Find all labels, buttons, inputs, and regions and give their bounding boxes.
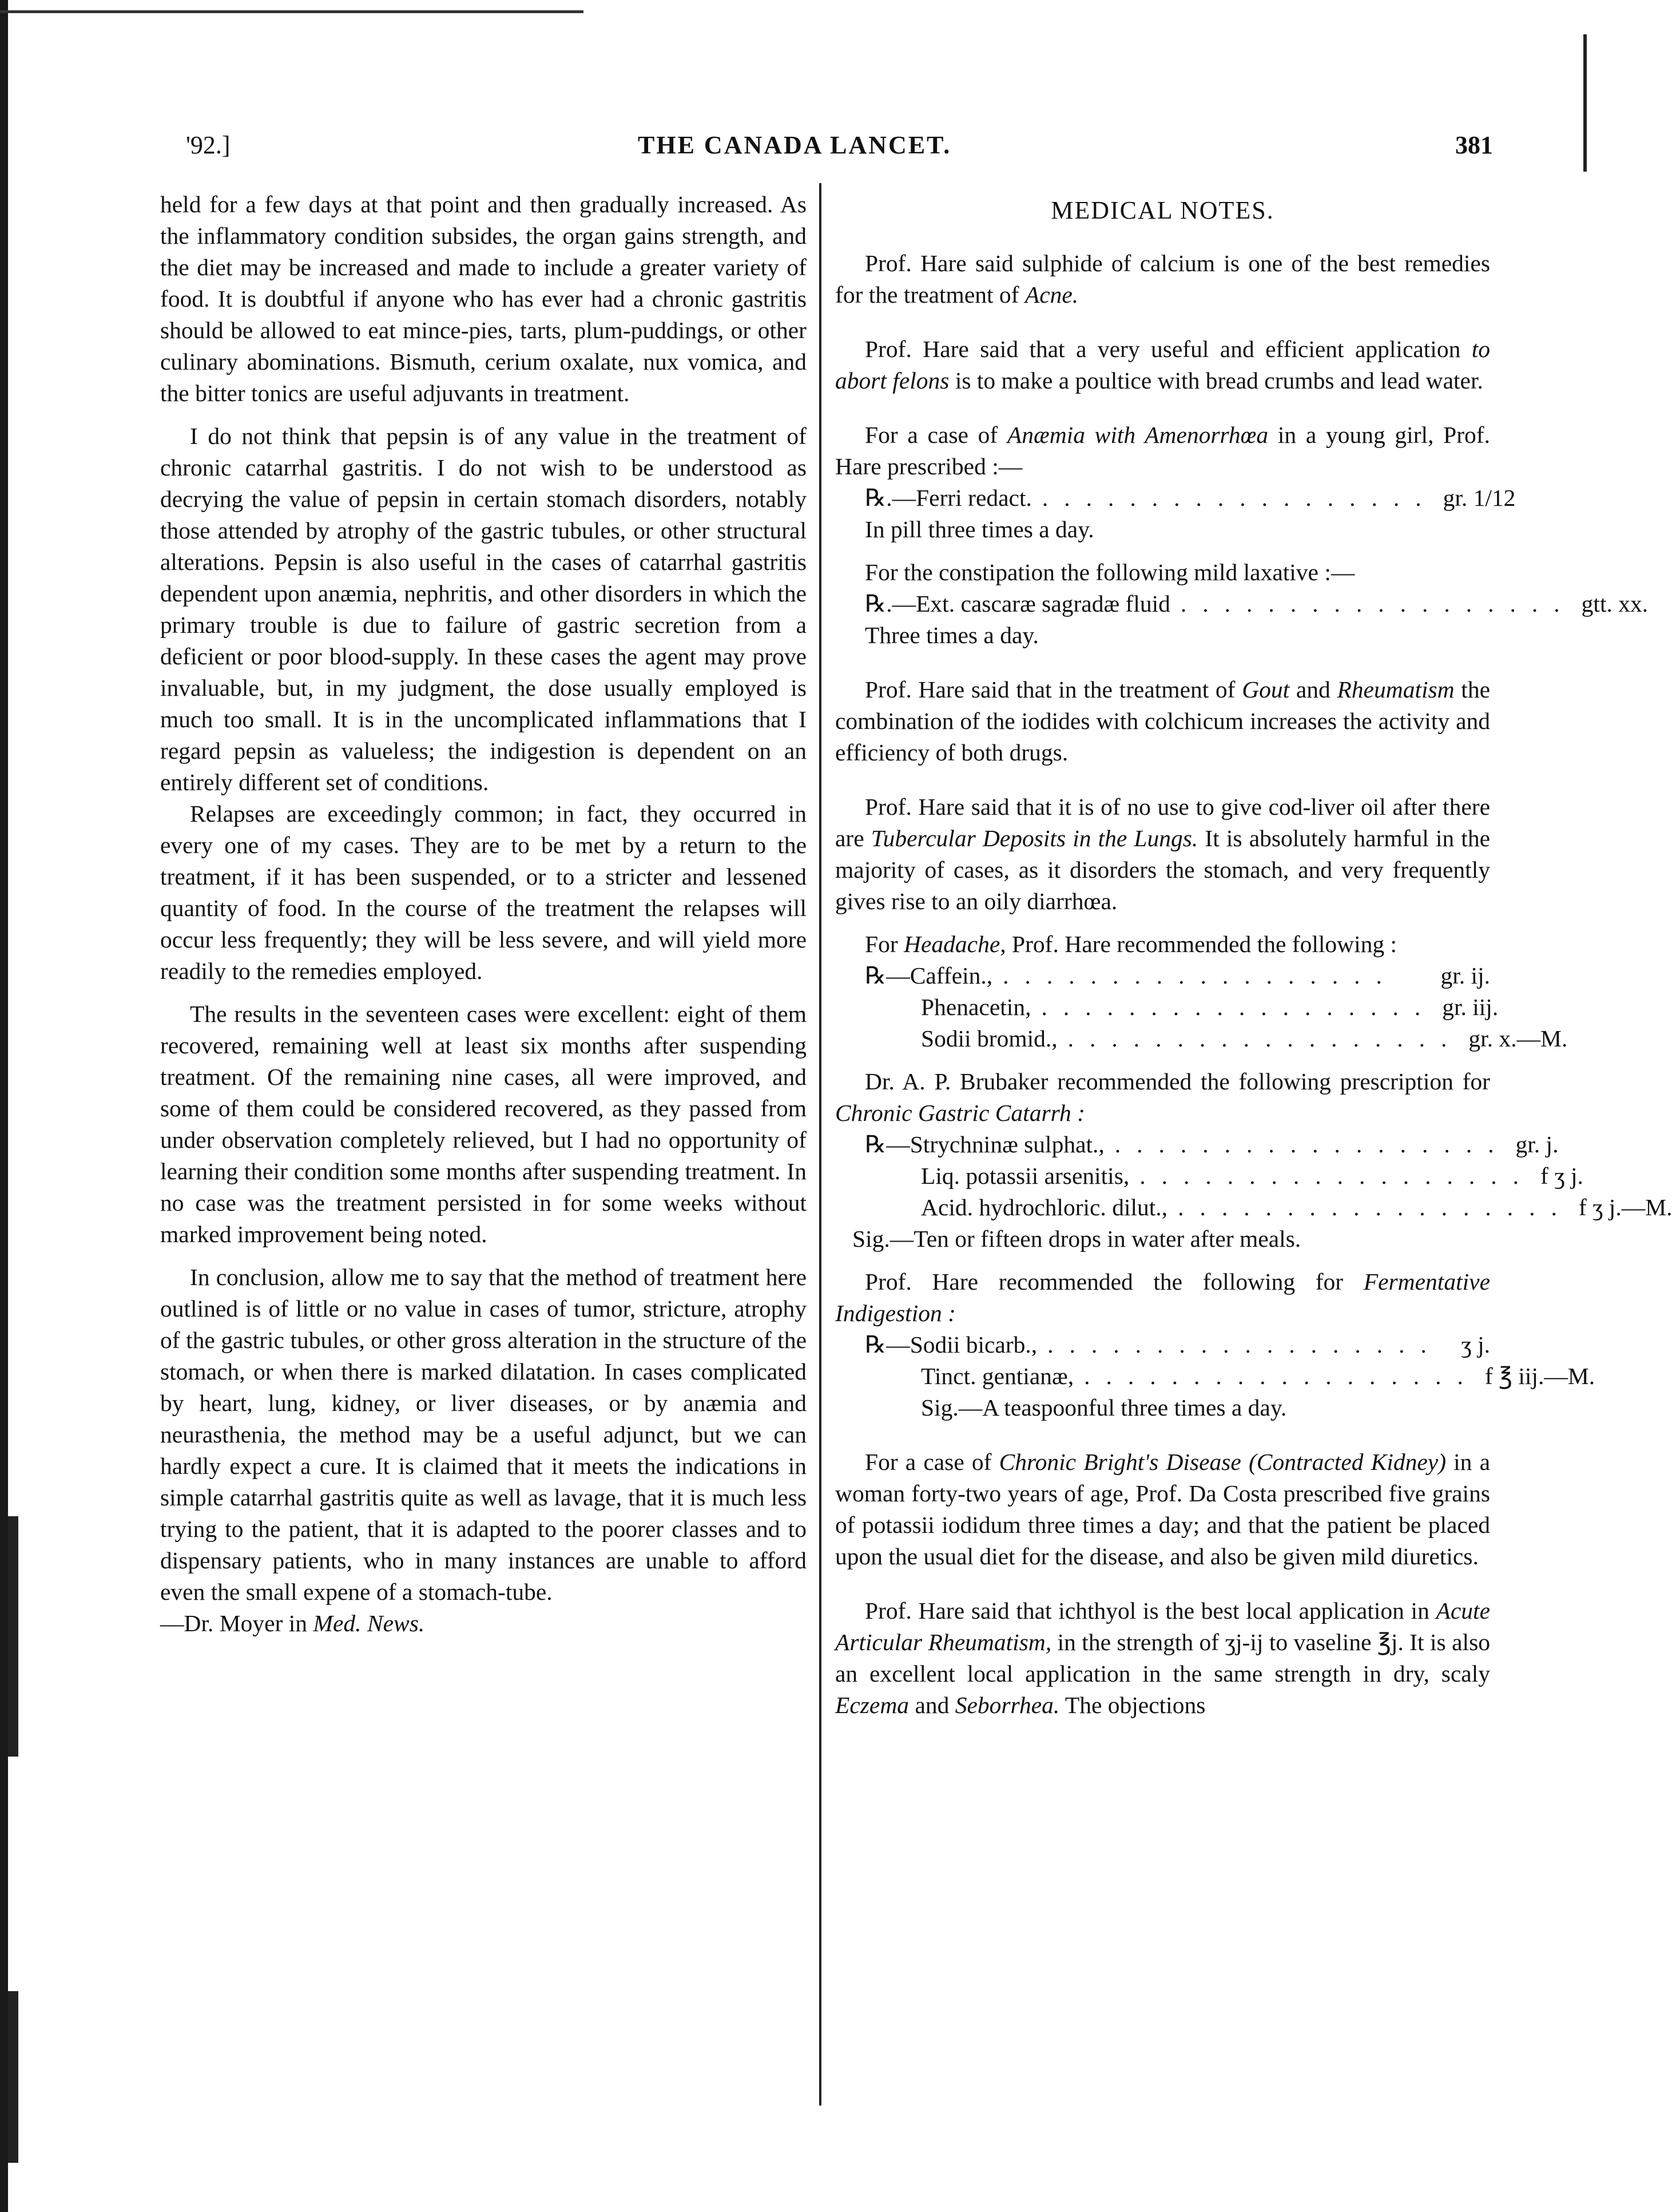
paragraph: In conclusion, allow me to say that the method of treatment here outlined is of little or no value in cases of tumor, stricture, atrophy of the gastric tubules, or other gross alteration in the structure of the stomach, or when there is marked dilatation. In cases complicated by heart, lung, kidney, or liver diseases, or by anæmia and neurasthenia, the method may be a useful adjunct, but we can hardly expect a cure. It is claimed that it meets the indications in simple catarrhal gastritis quite as well as lavage, that it is much less trying to the patient, that it is adapted to the poorer classes and to dispensary patients, who in many instances are unable to afford even the small expene of a stomach-tube. [160, 1264, 807, 1605]
note-text: Prof. Hare said that a very useful and efficient application [865, 336, 1472, 362]
note-text: in a young girl, Prof. Hare prescribed :— [835, 422, 1490, 479]
running-header [186, 130, 1493, 171]
note-emphasis: Acne. [1024, 282, 1079, 308]
leader-dots: .................. [1084, 1363, 1479, 1389]
prescription-line [835, 482, 1516, 514]
column-divider [819, 183, 821, 2106]
leader-dots: .................. [1114, 1131, 1510, 1157]
prescription-line [835, 992, 1499, 1023]
note-text: Prof. Hare recommended the following for [865, 1268, 1364, 1295]
prescription-line [835, 1129, 1559, 1160]
header-date: '92.] [186, 131, 231, 159]
note-text: For [865, 931, 904, 957]
rx-ingredient: Phenacetin, [921, 994, 1031, 1020]
paragraph: Relapses are exceedingly common; in fact, they occurred in every one of my cases. They are to be met by a return to the treatment, if it has been suspended, or to a stricter and lessened quantity of food. In the course of the treatment the relapses will occur less frequently; they will be less severe, and will yield more readily to the remedies employed. [160, 800, 807, 984]
rx-ingredient: ℞—Strychninæ sulphat., [865, 1131, 1105, 1157]
note-emphasis: Anæmia with Amenorrhœa [1007, 422, 1269, 448]
journal-title: THE CANADA LANCET. [638, 131, 952, 159]
note-constipation: For the constipation the following mild laxative :— [865, 559, 1355, 585]
prescription-line [835, 1192, 1672, 1223]
leader-dots: .................. [1139, 1163, 1535, 1189]
note-text: is to make a poultice with bread crumbs and lead water. [949, 367, 1483, 394]
note-felons [835, 334, 1490, 397]
page-number: 381 [1455, 131, 1493, 159]
prescription-line [835, 1361, 1595, 1392]
note-text: Dr. A. P. Brubaker recommended the following prescription for [865, 1068, 1490, 1095]
note-emphasis: Tubercular Deposits in the Lungs. [871, 825, 1198, 851]
note-emphasis: Rheumatism [1337, 676, 1455, 703]
note-headache [835, 929, 1490, 960]
note-text: Prof. Hare said that in the treatment of [865, 676, 1242, 703]
page-top-rule [0, 10, 583, 13]
rx-dose: f ℥ iij.—M. [1484, 1363, 1595, 1389]
note-gout [835, 674, 1490, 768]
rx-directions: In pill three times a day. [865, 516, 1094, 542]
rx-ingredient: Liq. potassii arsenitis, [921, 1163, 1130, 1189]
note-emphasis: Acute Articular Rheumatism, [835, 1597, 1490, 1655]
note-emphasis: to abort felons [835, 336, 1490, 394]
binding-mark [8, 1991, 18, 2163]
note-text: Prof. Hare said that ichthyol is the best local application in [865, 1597, 1436, 1624]
note-fermentative-indigestion [835, 1266, 1490, 1329]
leader-dots: .................. [1041, 994, 1437, 1020]
note-emphasis: Chronic Bright's Disease (Contracted Kidney) [999, 1449, 1447, 1475]
rx-dose: gr. x.—M. [1468, 1025, 1568, 1052]
rx-ingredient: Acid. hydrochloric. dilut., [921, 1194, 1168, 1220]
note-text: For a case of [865, 422, 1007, 448]
page-right-edge [1583, 34, 1587, 172]
prescription-line [835, 1329, 1490, 1361]
prescription-line [835, 588, 1649, 620]
paragraph: The results in the seventeen cases were excellent: eight of them recovered, remaining well at least six months after suspending treatment. Of the remaining nine cases, all were improved, and some of them could be considered recovered, as they passed from under observation completely relieved, but I had no opportunity of learning their condition some months after suspending treatment. In no case was the treatment persisted in for some weeks without marked improvement being noted. [160, 1001, 807, 1247]
note-anaemia [835, 419, 1490, 482]
rx-signature: Sig.—Ten or fifteen drops in water after meals. [852, 1226, 1301, 1252]
leader-dots: .................. [1047, 1331, 1443, 1358]
note-text: in the strength of ʒj-ij to vaseline ℥j. It is also an excellent local application in the same strength in dry, scaly [835, 1629, 1490, 1687]
leader-dots: .................. [1180, 590, 1576, 617]
note-text: the combination of the iodides with colchicum increases the activity and efficiency of both drugs. [835, 676, 1490, 766]
paragraph: I do not think that pepsin is of any value in the treatment of chronic catarrhal gastritis. I do not wish to be understood as decrying the value of pepsin in certain stomach disorders, notably those attended by atrophy of the gastric tubules, or other structural alterations. Pepsin is also useful in the cases of catarrhal gastritis dependent upon anæmia, nephritis, and other disorders in which the primary trouble is due to failure of gastric secretion from a deficient or poor blood-supply. In these cases the agent may prove invaluable, but, in my judgment, the dose usually employed is much too small. It is in the uncomplicated inflammations that I regard pepsin as valueless; the indigestion is dependent on an entirely different set of conditions. [160, 423, 807, 795]
note-brights-disease [835, 1446, 1490, 1572]
binding-mark [8, 1516, 18, 1757]
rx-ingredient: ℞—Caffein., [865, 962, 993, 989]
right-column [835, 189, 1672, 1721]
note-text: and [909, 1692, 955, 1718]
rx-dose: gr. j. [1515, 1131, 1559, 1157]
rx-ingredient: ℞.—Ferri redact. [865, 485, 1032, 511]
rx-ingredient: ℞.—Ext. cascaræ sagradæ fluid [865, 590, 1170, 617]
rx-dose: gr. 1/12 [1443, 485, 1516, 511]
note-gastric-catarrh [835, 1066, 1490, 1129]
left-column [160, 189, 807, 1639]
paragraph: held for a few days at that point and then gradually increased. As the inflammatory condition subsides, the organ gains strength, and the diet may be increased and made to include a greater variety of food. It is doubtful if anyone who has ever had a chronic gastritis should be allowed to eat mince-pies, tarts, plum-puddings, or other culinary abominations. Bismuth, cerium oxalate, nux vomica, and the bitter tonics are useful adjuvants in treatment. [160, 191, 807, 406]
note-text: Prof. Hare said sulphide of calcium is one of the best remedies for the treatment of [835, 250, 1490, 308]
note-text: It is absolutely harmful in the majority of cases, as it disorders the stomach, and very frequently gives rise to an oily diarrhœa. [835, 825, 1490, 914]
rx-directions: Three times a day. [865, 622, 1039, 648]
signoff-text: —Dr. Moyer in [160, 1610, 313, 1636]
note-emphasis: Chronic Gastric Catarrh : [835, 1100, 1085, 1126]
rx-ingredient: ℞—Sodii bicarb., [865, 1331, 1038, 1358]
rx-dose: gr. ij. [1440, 962, 1490, 989]
binding-edge [0, 0, 8, 2212]
note-emphasis: Seborrhea. [955, 1692, 1060, 1718]
note-text: and [1289, 676, 1337, 703]
note-text: For a case of [865, 1449, 999, 1475]
note-text: Prof. Hare recommended the following : [1006, 931, 1397, 957]
section-title: MEDICAL NOTES. [1051, 196, 1274, 224]
rx-signature: Sig.—A teaspoonful three times a day. [921, 1394, 1287, 1421]
leader-dots: .................. [1067, 1025, 1463, 1052]
rx-dose: ʒ j. [1461, 1331, 1490, 1358]
rx-dose: f ʒ j.—M. [1578, 1194, 1672, 1220]
leader-dots: .................. [1003, 962, 1398, 989]
note-cod-liver-oil [835, 791, 1490, 917]
note-emphasis: Eczema [835, 1692, 910, 1718]
signoff-source: Med. News. [313, 1610, 425, 1636]
note-emphasis: Headache, [904, 931, 1006, 957]
rx-dose: gr. iij. [1442, 994, 1499, 1020]
note-acne [835, 248, 1490, 311]
note-emphasis: Fermentative Indigestion : [835, 1268, 1490, 1326]
prescription-line [835, 1160, 1583, 1192]
signoff [160, 1608, 807, 1639]
note-text: The objections [1059, 1692, 1206, 1718]
note-emphasis: Gout [1242, 676, 1290, 703]
note-text: in a woman forty-two years of age, Prof. Da Costa prescribed five grains of potassii iodidum three times a day; and that the patient be placed upon the usual diet for the disease, and also be given mild diuretics. [835, 1449, 1490, 1569]
rx-ingredient: Tinct. gentianæ, [921, 1363, 1074, 1389]
leader-dots: .................. [1042, 485, 1437, 511]
rx-ingredient: Sodii bromid., [921, 1025, 1058, 1052]
rx-dose: gtt. xx. [1581, 590, 1649, 617]
prescription-line [835, 960, 1490, 992]
leader-dots: .................. [1178, 1194, 1573, 1220]
note-text: Prof. Hare said that it is of no use to give cod-liver oil after there are [835, 794, 1490, 851]
note-ichthyol [835, 1595, 1490, 1721]
prescription-line [835, 1023, 1568, 1055]
rx-dose: f ʒ j. [1540, 1163, 1583, 1189]
